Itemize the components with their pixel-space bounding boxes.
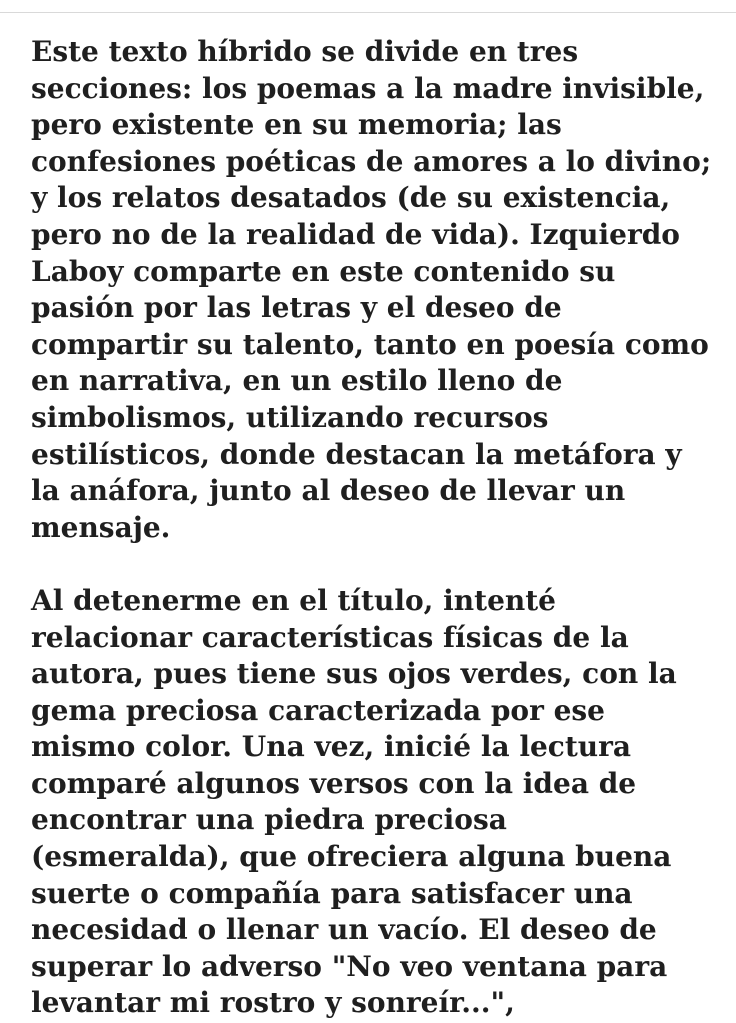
text-line: Laboy comparte en este contenido su (31, 254, 616, 288)
top-divider (0, 0, 736, 13)
text-line: estilísticos, donde destacan la metáfora y (31, 437, 682, 471)
text-line: encontrar una piedra preciosa (31, 803, 507, 837)
text-line: necesidad o llenar un vacío. El deseo de (31, 913, 657, 947)
paragraph-1 (31, 34, 721, 546)
text-line: relacionar características físicas de la (31, 620, 629, 654)
text-line: levantar mi rostro y sonreír...", (31, 986, 515, 1020)
text-line: secciones: los poemas a la madre invisible, (31, 71, 705, 105)
text-line: simbolismos, utilizando recursos (31, 400, 549, 434)
text-line: (esmeralda), que ofreciera alguna buena (31, 840, 672, 874)
article-body (31, 34, 721, 1022)
text-line: comparé algunos versos con la idea de (31, 766, 637, 800)
text-line: pasión por las letras y el deseo de (31, 291, 562, 325)
text-line: mismo color. Una vez, inicié la lectura (31, 730, 632, 764)
text-line: compartir su talento, tanto en poesía como (31, 327, 709, 361)
text-line: mensaje. (31, 510, 171, 544)
text-line: suerte o compañía para satisfacer una (31, 876, 633, 910)
text-line: la anáfora, junto al deseo de llevar un (31, 474, 626, 508)
text-line: pero no de la realidad de vida). Izquierdo (31, 217, 680, 251)
text-line: confesiones poéticas de amores a lo divino; (31, 144, 712, 178)
text-line: pero existente en su memoria; las (31, 108, 562, 142)
paragraph-2 (31, 583, 721, 1022)
text-line: autora, pues tiene sus ojos verdes, con la (31, 657, 677, 691)
text-line: superar lo adverso "No veo ventana para (31, 949, 668, 983)
text-line: Al detenerme en el título, intenté (31, 583, 556, 617)
text-line: en narrativa, en un estilo lleno de (31, 364, 563, 398)
text-line: Este texto híbrido se divide en tres (31, 35, 579, 68)
text-line: y los relatos desatados (de su existencia, (31, 181, 671, 215)
text-line: gema preciosa caracterizada por ese (31, 693, 605, 727)
